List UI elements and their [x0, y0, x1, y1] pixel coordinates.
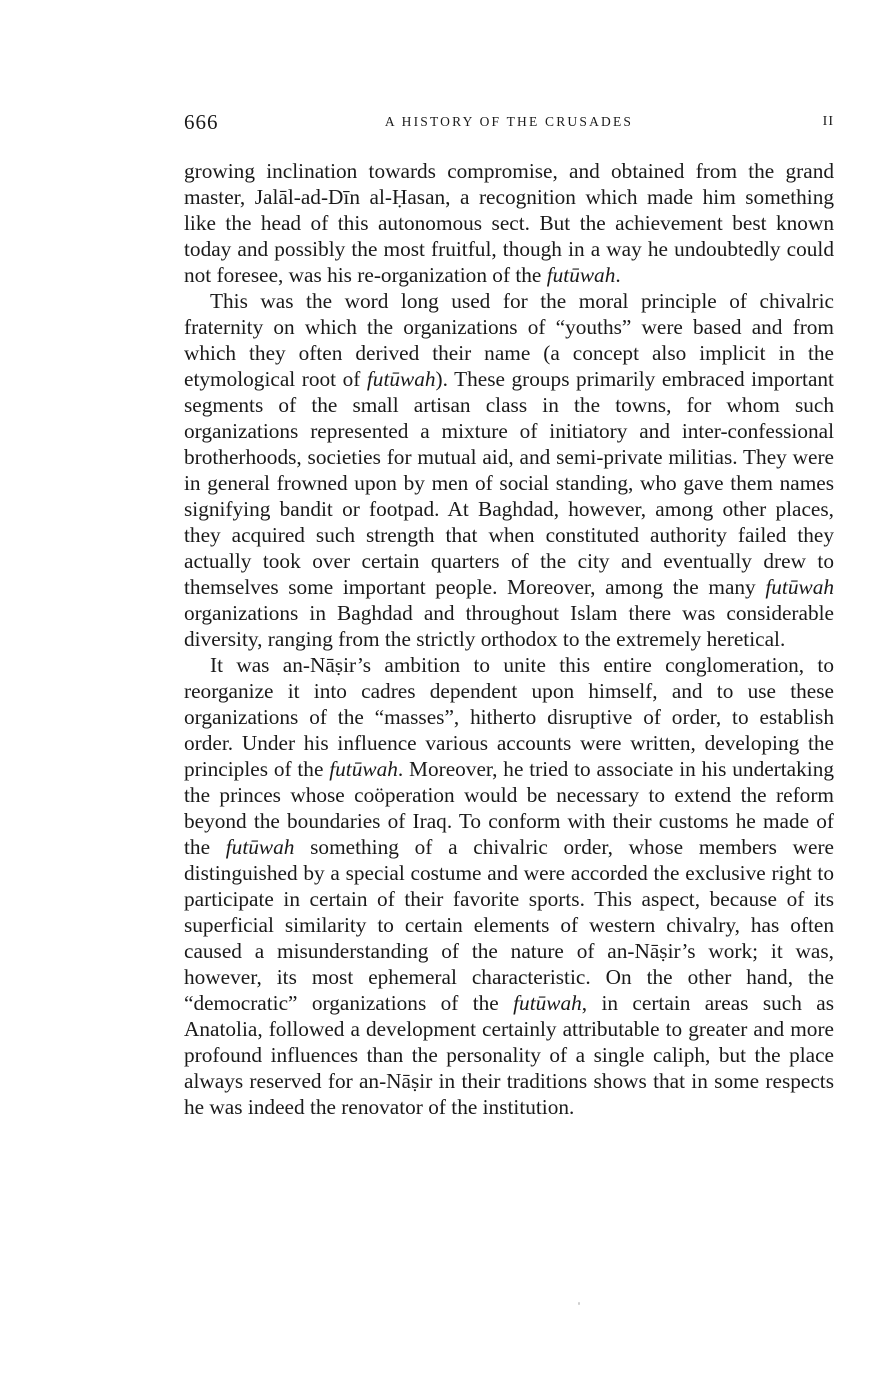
volume-number: II [822, 114, 834, 129]
italic-term: futūwah [366, 367, 436, 391]
running-header [184, 110, 834, 138]
italic-term: futūwah [513, 991, 582, 1015]
body-text [184, 158, 834, 1120]
italic-term: futūwah [765, 575, 834, 599]
running-title: A HISTORY OF THE CRUSADES [384, 114, 634, 129]
paragraph-2: This was the word long used for the moral principle of chivalric fraternity on which the organizations of “youths” were based and from which they often derived their name (a concept also implicit in the etymological root of futūwah). These groups primarily embraced important segments of the small artisan class in the towns, for whom such organizations represented a mixture of initiatory and inter-confessional brotherhoods, societies for mutual aid, and semi-private militias. They were in general frowned upon by men of social standing, who gave them names signifying bandit or footpad. At Baghdad, however, among other places, they acquired such strength that when constituted authority failed they actually took over certain quarters of the city and eventually drew to themselves some important people. Moreover, among the many futūwah organizations in Baghdad and throughout Islam there was considerable diversity, ranging from the strictly orthodox to the extremely heretical. [184, 289, 834, 651]
italic-term: futūwah [329, 757, 398, 781]
paragraph-3: It was an-Nāṣir’s ambition to unite this entire conglomeration, to reorganize it into cadres dependent upon himself, and to use these organizations of the “masses”, hitherto disruptive of order, to establish order. Under his influence various accounts were written, developing the principles of the futūwah. Moreover, he tried to associate in his undertaking the princes whose coöperation would be necessary to extend the reform beyond the boundaries of Iraq. To conform with their customs he made of the futūwah something of a chivalric order, whose members were distinguished by a special costume and were accorded the exclusive right to participate in certain of their favorite sports. This aspect, because of its superficial similarity to certain elements of western chivalry, has often caused a misunderstanding of the nature of an-Nāṣir’s work; it was, however, its most ephemeral characteristic. On the other hand, the “democratic” organizations of the futūwah, in certain areas such as Anatolia, followed a development certainly attributable to greater and more profound influences than the personality of a single caliph, but the place always reserved for an-Nāṣir in their traditions shows that in some respects he was indeed the renovator of the institution. [184, 653, 834, 1119]
italic-term: futūwah [225, 835, 295, 859]
paragraph-1: growing inclination towards compromise, and obtained from the grand master, Jalāl-ad-Dīn al-Ḥasan, a recognition which made him something like the head of this autonomous sect. But the achievement best known today and possibly the most fruitful, though in a way he undoubtedly could not foresee, was his re-organization of the futūwah. [184, 159, 834, 287]
scan-speck [578, 1302, 580, 1305]
italic-term: futūwah [546, 263, 616, 287]
page-number: 666 [184, 110, 219, 134]
